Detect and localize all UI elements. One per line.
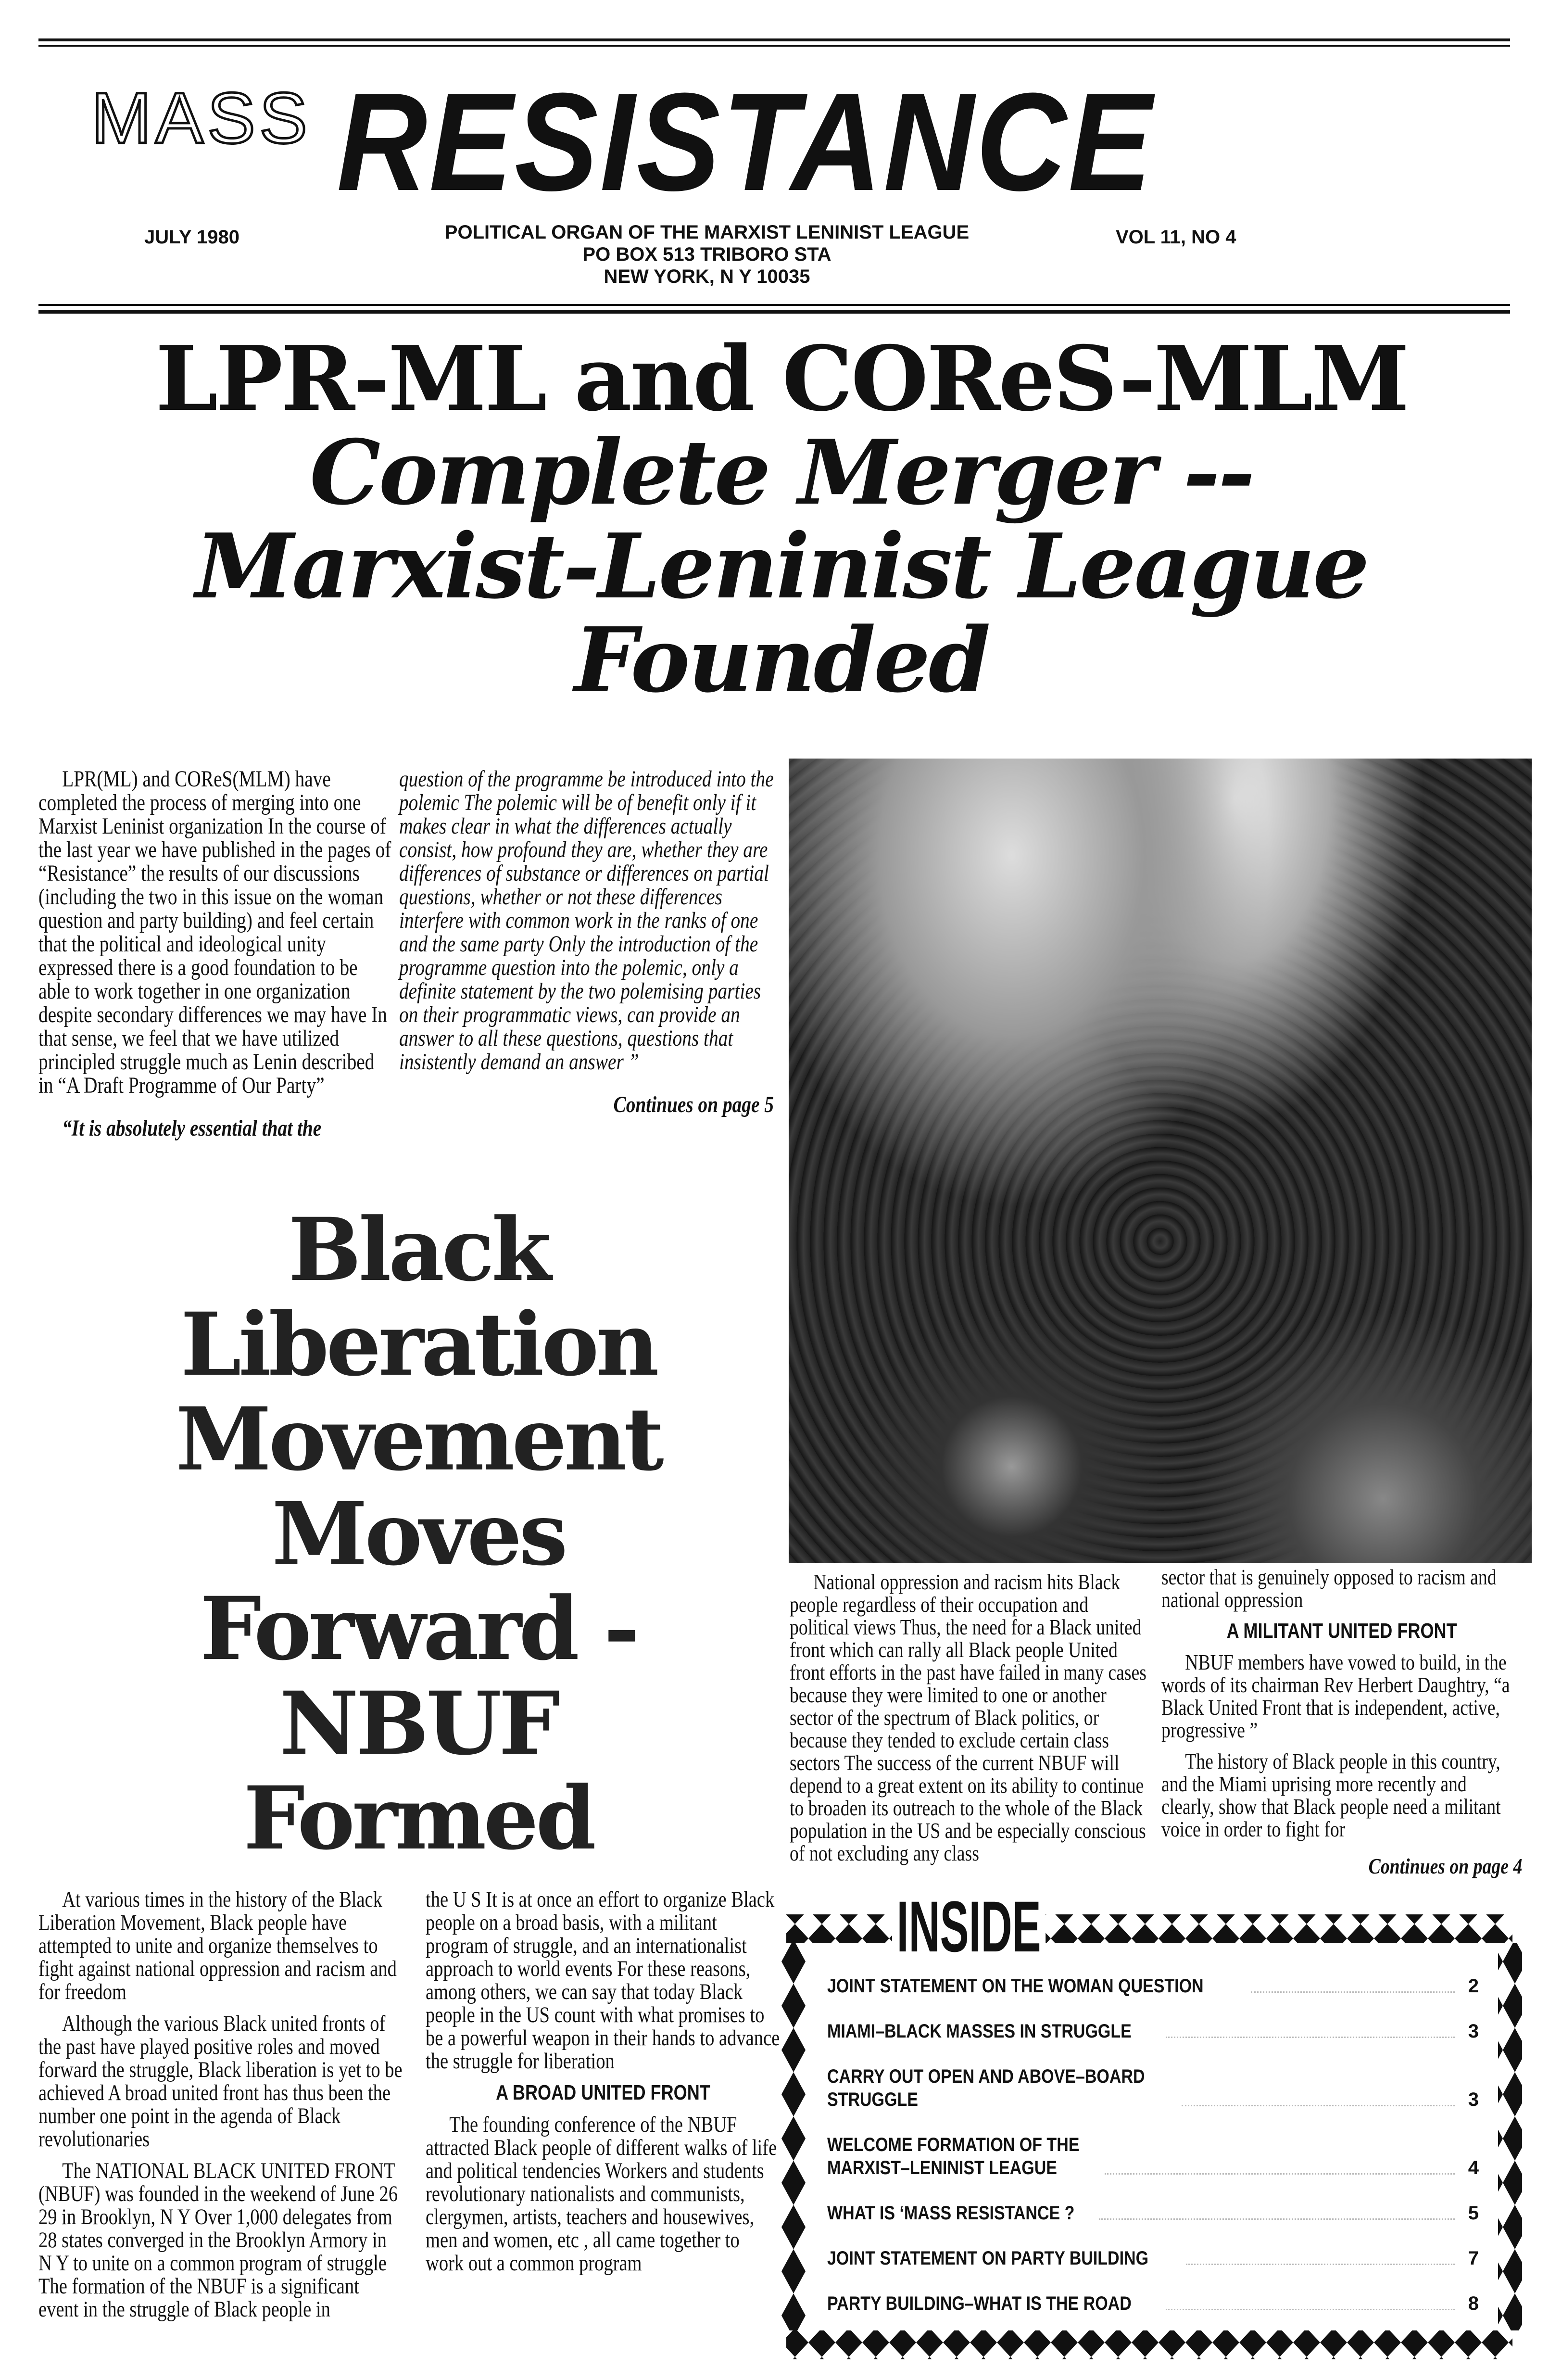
headline-line: Marxist-Leninist League: [195, 514, 1368, 619]
crowd-photo: [789, 759, 1532, 1563]
article-paragraph: At various times in the history of the Black Liberation Movement, Black people have attempted to unite and organize themselves to fight against national oppression and racism and for freedom: [38, 1887, 397, 2004]
contents-item[interactable]: [827, 2292, 1479, 2315]
contents-item-label: CARRY OUT OPEN AND ABOVE–BOARD STRUGGLE: [827, 2066, 1145, 2110]
inside-contents-box: [781, 1886, 1524, 2367]
contents-item-label: MIAMI–BLACK MASSES IN STRUGGLE: [827, 2021, 1132, 2042]
headline-line: Liberation: [180, 1294, 656, 1395]
article-quote: question of the programme be introduced into the polemic The polemic will be of benefit only if it makes clear in what the differences actually consist, how profound they are, whether they are differences of substance or differences on partial questions, whether or not these differences interfere with common work in the ranks of one and the same party Only the introduction of the programme question into the polemic, only a definite statement by the two polemising parties on their programmatic views, can provide an answer to all these questions, questions that insistently demand an answer ”: [399, 766, 774, 1075]
article2-col2: [426, 1888, 781, 2283]
contents-item-page: 8: [1468, 2293, 1479, 2314]
volume-number: VOL 11, NO 4: [1116, 227, 1236, 248]
contents-item[interactable]: [827, 2020, 1479, 2043]
subhead: A MILITANT UNITED FRONT: [1226, 1619, 1457, 1643]
headline-line: Complete Merger --: [310, 420, 1253, 525]
article-paragraph: The founding conference of the NBUF attracted Black people of different walks of life and political tendencies Workers and students revolutionary nationalists and communists, clergymen, artists, teachers and housewives, men and women, etc , all came together to work out a common program: [426, 2112, 777, 2276]
contents-item[interactable]: [827, 2065, 1479, 2111]
contents-item[interactable]: [827, 2133, 1479, 2179]
contents-item-label: WELCOME FORMATION OF THE MARXIST–LENINIST LEAGUE: [827, 2134, 1080, 2178]
masthead-mass: MASS: [91, 77, 312, 158]
article-paragraph: The NATIONAL BLACK UNITED FRONT (NBUF) was founded in the weekend of June 26 29 in Brooklyn, N Y Over 1,000 delegates from 28 states converged in the Brooklyn Armory in N Y to unite on a common program of struggle The formation of the NBUF is a significant event in the struggle of Black people in: [38, 2158, 398, 2322]
contents-item-label: JOINT STATEMENT ON PARTY BUILDING: [827, 2248, 1149, 2269]
publisher-info: [423, 221, 991, 288]
headline-line: NBUF: [279, 1673, 557, 1774]
headline-line: Black: [288, 1199, 549, 1301]
article-quote: “It is absolutely essential that the: [62, 1115, 322, 1141]
contents-item-page: 2: [1468, 1975, 1479, 1997]
article2-colB: [1161, 1566, 1522, 1886]
top-rule: [38, 45, 1510, 47]
main-headline: [19, 326, 1544, 712]
article-paragraph: sector that is genuinely opposed to racism and national oppression: [1161, 1565, 1497, 1612]
headline-line: Founded: [574, 608, 989, 712]
organ-line: POLITICAL ORGAN OF THE MARXIST LENINIST LEAGUE: [444, 222, 970, 243]
headline-line: Formed: [243, 1768, 593, 1869]
masthead-title: RESISTANCE: [337, 64, 1154, 220]
contents-item-page: 5: [1468, 2203, 1479, 2224]
headline-line: Forward -: [200, 1578, 637, 1680]
headline-line: LPR-ML and COReS-MLM: [155, 326, 1408, 431]
contents-list: [827, 1975, 1479, 2337]
article-paragraph: The history of Black people in this country, and the Miami uprising more recently and clearly, show that Black people need a militant voice in order to fight for: [1161, 1749, 1501, 1841]
continues-link[interactable]: Continues on page 5: [613, 1092, 774, 1117]
contents-item-page: 3: [1468, 2089, 1479, 2110]
article-paragraph: the U S It is at once an effort to organize Black people on a broad basis, with a militant program of struggle, and an internationalist approach to world events For these reasons, among others, we can say that today Black people in the US count with what promises to be a powerful weapon in their hands to advance the struggle for liberation: [426, 1887, 780, 2074]
contents-item[interactable]: [827, 2247, 1479, 2270]
headline-line: Moves: [272, 1483, 565, 1585]
nbuf-headline: [29, 1199, 808, 1869]
contents-item-page: 7: [1468, 2248, 1479, 2269]
contents-item-label: PARTY BUILDING–WHAT IS THE ROAD: [827, 2293, 1132, 2314]
contents-item[interactable]: [827, 1975, 1479, 1998]
contents-item[interactable]: [827, 2202, 1479, 2225]
subhead: A BROAD UNITED FRONT: [496, 2081, 710, 2104]
masthead-rule: [38, 304, 1510, 306]
top-rule: [38, 38, 1510, 41]
article1-col1: [38, 767, 393, 1149]
headline-line: Movement: [176, 1389, 661, 1490]
article-paragraph: NBUF members have vowed to build, in the words of its chairman Rev Herbert Daughtry, “a Black United Front that is independent, active, progressive ”: [1161, 1650, 1510, 1742]
address-box: PO BOX 513 TRIBORO STA: [582, 244, 831, 265]
masthead-rule: [38, 310, 1510, 314]
article-paragraph: LPR(ML) and COReS(MLM) have completed the process of merging into one Marxist Leninist organization In the course of the last year we have published in the pages of “Resistance” the results of our discussions (including the two in this issue on the woman question and party building) and feel certain that the political and ideological unity expressed there is a good foundation to be able to work together in one organization despite secondary differences we may have In that sense, we feel that we have utilized principled struggle much as Lenin described in “A Draft Programme of Our Party”: [38, 766, 391, 1098]
article2-col1: [38, 1888, 403, 2329]
contents-item-label: WHAT IS ‘MASS RESISTANCE ?: [827, 2203, 1075, 2224]
address-city: NEW YORK, N Y 10035: [604, 266, 810, 287]
issue-date: JULY 1980: [144, 227, 239, 248]
article1-col2: [399, 767, 774, 1125]
contents-item-label: JOINT STATEMENT ON THE WOMAN QUESTION: [827, 1975, 1204, 1997]
inside-title: INSIDE: [892, 1886, 1046, 1967]
article-paragraph: National oppression and racism hits Black people regardless of their occupation and political views Thus, the need for a Black united front which can rally all Black people United front efforts in the past have failed in many cases because they were limited to one or another sector of the spectrum of Black politics, or because they tended to exclude certain class sectors The success of the current NBUF will depend to a great extent on its ability to continue to broaden its outreach to the whole of the Black population in the US and be especially conscious of not excluding any class: [790, 1570, 1146, 1865]
continues-link[interactable]: Continues on page 4: [1368, 1854, 1523, 1878]
contents-item-page: 4: [1468, 2157, 1479, 2178]
contents-item-page: 3: [1468, 2021, 1479, 2042]
article-paragraph: Although the various Black united fronts of the past have played positive roles and moved forward the struggle, Black liberation is yet to be achieved A broad united front has thus been the number one point in the agenda of Black revolutionaries: [38, 2011, 403, 2152]
article2-colA: [790, 1570, 1150, 1873]
